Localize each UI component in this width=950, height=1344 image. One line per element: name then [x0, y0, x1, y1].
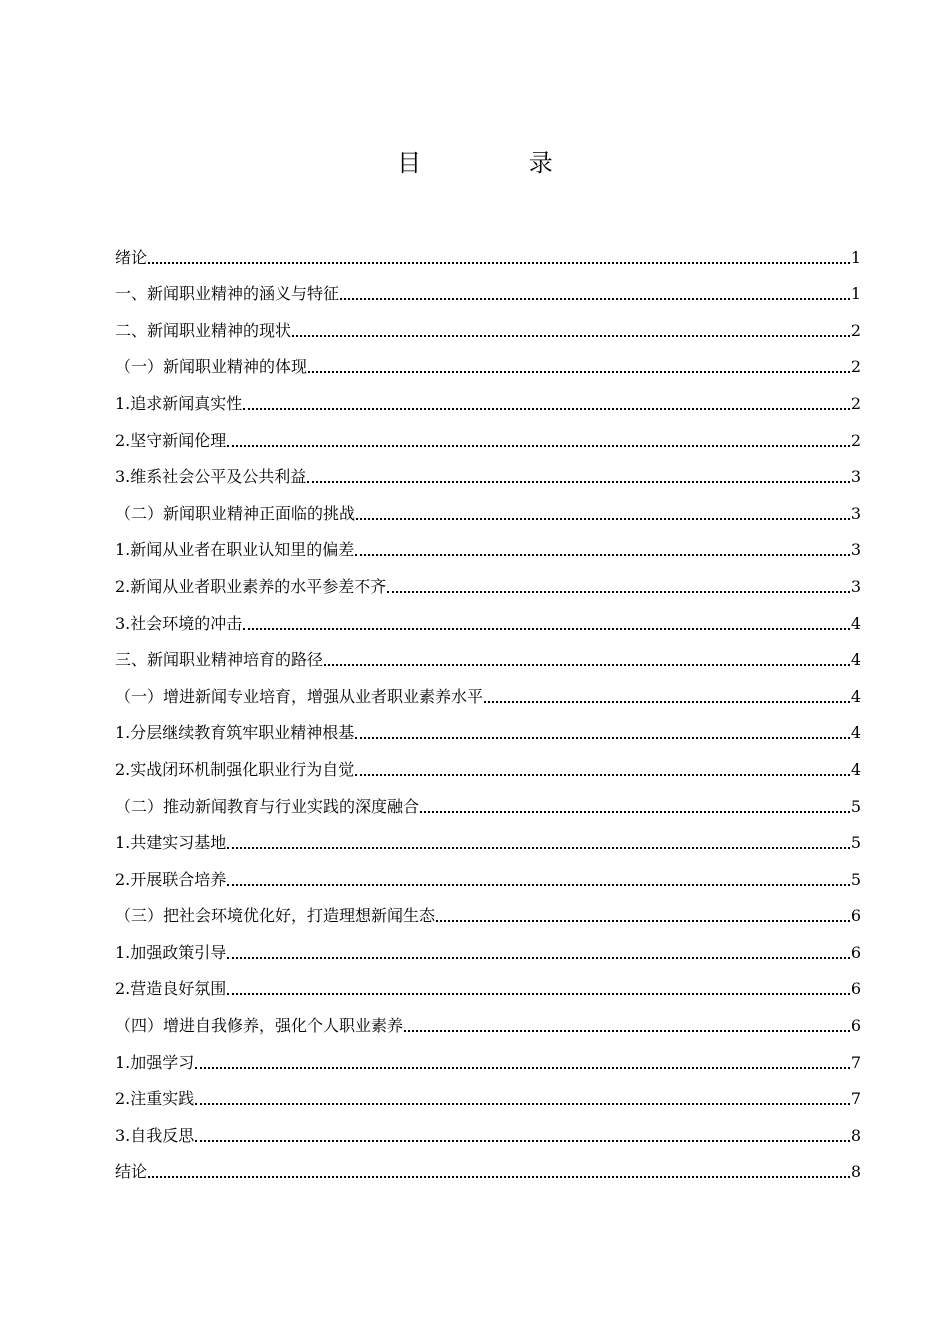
- toc-entry-page-number: 3: [850, 576, 861, 596]
- toc-entry[interactable]: [115, 305, 861, 342]
- toc-entry[interactable]: [115, 488, 861, 525]
- toc-entry-label: 1.追求新闻真实性: [115, 393, 243, 413]
- toc-dot-leader: [243, 627, 850, 630]
- toc-dot-leader: [227, 992, 850, 995]
- toc-entry-page-number: 2: [850, 357, 861, 377]
- toc-entry[interactable]: [115, 671, 861, 708]
- toc-entry[interactable]: [115, 525, 861, 562]
- toc-entry[interactable]: [115, 635, 861, 672]
- toc-dot-leader: [404, 1029, 850, 1032]
- toc-entry-label: 2.新闻从业者职业素养的水平参差不齐: [115, 576, 387, 596]
- toc-entry-label: 结论: [115, 1162, 148, 1182]
- toc-entry[interactable]: [115, 598, 861, 635]
- toc-entry-label: （一）新闻职业精神的体现: [115, 357, 308, 377]
- toc-entry-page-number: 6: [850, 1016, 861, 1036]
- toc-entry-label: 2.营造良好氛围: [115, 979, 227, 999]
- toc-list: [115, 232, 861, 1183]
- toc-entry[interactable]: [115, 854, 861, 891]
- toc-entry-page-number: 4: [850, 686, 861, 706]
- toc-dot-leader: [195, 1139, 850, 1142]
- toc-entry-page-number: 6: [850, 906, 861, 926]
- toc-entry-page-number: 4: [850, 650, 861, 670]
- toc-entry[interactable]: [115, 781, 861, 818]
- toc-dot-leader: [355, 553, 850, 556]
- toc-entry-page-number: 4: [850, 613, 861, 633]
- toc-entry-label: 2.开展联合培养: [115, 869, 227, 889]
- toc-entry-label: 1.共建实习基地: [115, 833, 227, 853]
- toc-entry-page-number: 4: [850, 759, 861, 779]
- toc-entry[interactable]: [115, 452, 861, 489]
- toc-dot-leader: [227, 883, 850, 886]
- toc-entry-label: （一）增进新闻专业培育，增强从业者职业素养水平: [115, 686, 484, 706]
- toc-entry[interactable]: [115, 342, 861, 379]
- toc-entry[interactable]: [115, 1074, 861, 1111]
- toc-entry-label: 1.加强学习: [115, 1052, 195, 1072]
- toc-entry[interactable]: [115, 708, 861, 745]
- toc-entry-page-number: 4: [850, 723, 861, 743]
- toc-entry[interactable]: [115, 232, 861, 269]
- toc-dot-leader: [227, 444, 850, 447]
- toc-entry-page-number: 8: [850, 1125, 861, 1145]
- toc-entry-label: （二）推动新闻教育与行业实践的深度融合: [115, 796, 420, 816]
- toc-dot-leader: [148, 1175, 850, 1178]
- toc-dot-leader: [243, 407, 850, 410]
- toc-dot-leader: [324, 663, 850, 666]
- toc-entry[interactable]: [115, 415, 861, 452]
- toc-entry-page-number: 2: [850, 430, 861, 450]
- toc-entry[interactable]: [115, 1110, 861, 1147]
- toc-dot-leader: [195, 1102, 850, 1105]
- toc-dot-leader: [387, 590, 850, 593]
- toc-entry[interactable]: [115, 927, 861, 964]
- toc-entry-page-number: 2: [850, 320, 861, 340]
- toc-entry[interactable]: [115, 891, 861, 928]
- toc-entry-label: （四）增进自我修养，强化个人职业素养: [115, 1016, 404, 1036]
- toc-dot-leader: [227, 956, 850, 959]
- toc-dot-leader: [292, 334, 850, 337]
- toc-entry[interactable]: [115, 964, 861, 1001]
- toc-entry-page-number: 6: [850, 979, 861, 999]
- toc-dot-leader: [356, 517, 850, 520]
- toc-entry-page-number: 6: [850, 942, 861, 962]
- toc-entry-label: 一、新闻职业精神的涵义与特征: [115, 284, 340, 304]
- toc-entry[interactable]: [115, 744, 861, 781]
- toc-dot-leader: [227, 846, 850, 849]
- toc-dot-leader: [436, 919, 850, 922]
- toc-entry[interactable]: [115, 269, 861, 306]
- toc-entry-label: 2.注重实践: [115, 1089, 195, 1109]
- toc-entry-label: 3.自我反思: [115, 1125, 195, 1145]
- toc-dot-leader: [484, 700, 850, 703]
- toc-entry-label: （二）新闻职业精神正面临的挑战: [115, 503, 356, 523]
- toc-entry[interactable]: [115, 378, 861, 415]
- toc-dot-leader: [307, 480, 850, 483]
- toc-entry-page-number: 5: [850, 833, 861, 853]
- toc-dot-leader: [420, 810, 850, 813]
- toc-dot-leader: [148, 261, 850, 264]
- toc-dot-leader: [308, 370, 850, 373]
- toc-entry-page-number: 2: [850, 393, 861, 413]
- toc-entry-label: 1.加强政策引导: [115, 942, 227, 962]
- toc-entry-label: 1.新闻从业者在职业认知里的偏差: [115, 540, 355, 560]
- toc-entry-label: 三、新闻职业精神培育的路径: [115, 650, 324, 670]
- toc-entry-page-number: 1: [850, 284, 861, 304]
- toc-entry[interactable]: [115, 1037, 861, 1074]
- toc-entry-label: 3.社会环境的冲击: [115, 613, 243, 633]
- toc-entry-page-number: 3: [850, 467, 861, 487]
- toc-entry-page-number: 8: [850, 1162, 861, 1182]
- toc-entry-page-number: 1: [850, 247, 861, 267]
- toc-entry-label: 2.实战闭环机制强化职业行为自觉: [115, 759, 355, 779]
- toc-entry[interactable]: [115, 1147, 861, 1184]
- toc-entry-page-number: 3: [850, 540, 861, 560]
- toc-entry-label: 3.维系社会公平及公共利益: [115, 467, 307, 487]
- toc-title: 目 录: [397, 149, 603, 177]
- toc-entry-label: 绪论: [115, 247, 148, 267]
- toc-dot-leader: [195, 1066, 850, 1069]
- toc-entry-label: （三）把社会环境优化好，打造理想新闻生态: [115, 906, 436, 926]
- toc-entry-page-number: 5: [850, 796, 861, 816]
- toc-dot-leader: [340, 297, 850, 300]
- toc-entry[interactable]: [115, 1000, 861, 1037]
- toc-entry-page-number: 7: [850, 1089, 861, 1109]
- toc-entry[interactable]: [115, 818, 861, 855]
- toc-entry-page-number: 7: [850, 1052, 861, 1072]
- toc-entry[interactable]: [115, 561, 861, 598]
- toc-entry-label: 二、新闻职业精神的现状: [115, 320, 292, 340]
- toc-entry-label: 2.坚守新闻伦理: [115, 430, 227, 450]
- toc-dot-leader: [355, 773, 850, 776]
- toc-entry-label: 1.分层继续教育筑牢职业精神根基: [115, 723, 355, 743]
- toc-entry-page-number: 3: [850, 503, 861, 523]
- toc-dot-leader: [355, 736, 850, 739]
- toc-entry-page-number: 5: [850, 869, 861, 889]
